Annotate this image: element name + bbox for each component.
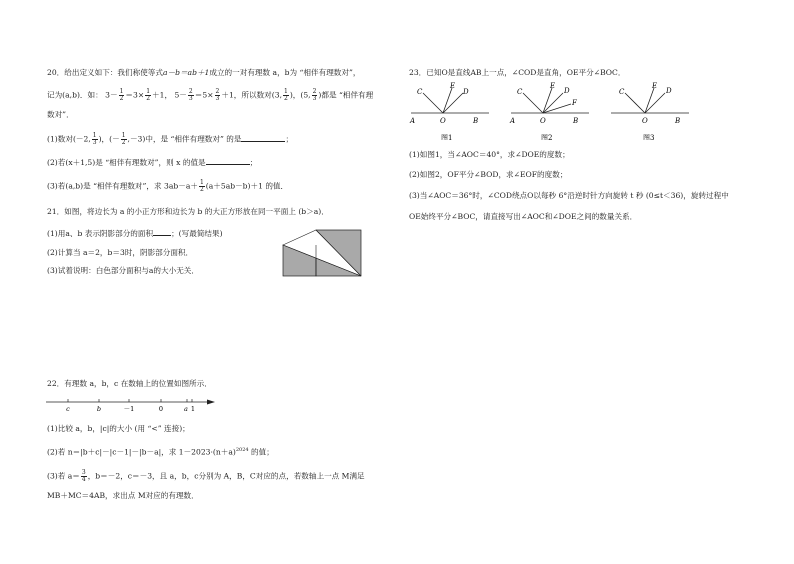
q23-part3: (3)当∠AOC＝36°时，∠COD绕点O以每秒 6°沿逆时针方向旋转 t 秒 (0≤t＜36)，旋转过程中 (409, 191, 729, 200)
answer-blank[interactable] (241, 135, 285, 142)
q21-stem: 21．如图，将边长为 a 的小正方形和边长为 b 的大正方形放在同一平面上 (b＞a)． (47, 207, 329, 216)
label-B: B (675, 117, 681, 125)
caption-fig1: 图1 (441, 134, 453, 140)
axis-label-1: 1 (190, 405, 196, 413)
q21-squares-figure (282, 229, 362, 277)
q23-part2: (2)如图2，OF平分∠BOD，求∠EOF的度数； (409, 170, 568, 179)
fraction: $\frac{2}{3}$ (188, 88, 193, 102)
q20-part1: (1)数对(－2, $\frac{1}{3}$ )，(－ $\frac{1}{2}$ ,－3)中，是 “相伴有理数对” 的是 ； (47, 132, 294, 146)
fraction: $\frac{3}{4}$ (81, 469, 86, 483)
label-A: A (510, 117, 516, 125)
axis-label-b: b (96, 405, 102, 413)
label-O: O (540, 117, 546, 125)
q22-number-line (44, 394, 218, 414)
fraction: $\frac{1}{2}$ (283, 88, 288, 102)
label-C: C (417, 88, 423, 96)
ray-OE (543, 88, 552, 113)
q23-figure-3 (605, 80, 695, 140)
q21-part1: (1)用a、b 表示阴影部分的面积 ；(写最简结果) (47, 229, 223, 238)
label-B: B (473, 117, 479, 125)
label-C: C (517, 88, 523, 96)
caption-fig3: 图3 (643, 134, 655, 140)
q21-part2: (2)计算当 a＝2，b＝3时，阴影部分面积． (47, 248, 194, 257)
q21-part3: (3)试着说明：白色部分面积与a的大小无关． (47, 266, 199, 275)
label-O: O (642, 117, 648, 125)
ray-OC (423, 93, 443, 113)
fraction: $\frac{1}{2}$ (199, 179, 204, 193)
label-E: E (450, 82, 456, 90)
q20-part2: (2)若(x＋1,5)是 “相伴有理数对”，则 x 的值是 ； (47, 158, 258, 167)
fraction: $\frac{1}{2}$ (119, 88, 124, 102)
axis-arrow (207, 400, 215, 405)
label-B: B (573, 117, 579, 125)
label-O: O (440, 117, 446, 125)
ray-OD (443, 93, 463, 113)
fraction: $\frac{1}{2}$ (146, 88, 151, 102)
label-D: D (463, 88, 469, 96)
q22-part3-line2: MB＋MC＝4AB，求出点 M对应的有理数． (47, 491, 199, 500)
label-C: C (619, 88, 625, 96)
q20-part3: (3)若(a,b)是 “相伴有理数对”，求 3ab－a＋ $\frac{1}{2}$ (a＋5ab－b)＋1 的值． (47, 179, 289, 193)
fraction: $\frac{1}{3}$ (92, 132, 97, 146)
ray-OE (645, 88, 654, 113)
label-D: D (564, 87, 570, 95)
caption-fig2: 图2 (541, 134, 553, 140)
q22-part3: (3)若 a＝ $\frac{3}{4}$ ，b＝－2，c＝－3，且 a，b，c分别为 A，B，C对应的点，若数轴上一点 M满足 (47, 469, 365, 483)
q23-part3-line2: OE始终平分∠BOC，请直接写出∠AOC和∠DOE之间的数量关系． (409, 212, 638, 221)
fraction: $\frac{2}{3}$ (312, 88, 317, 102)
fraction: $\frac{1}{2}$ (121, 132, 126, 146)
q20-line3: 数对”． (47, 110, 74, 119)
label-A: A (410, 117, 416, 125)
q23-stem: 23．已知O是直线AB上一点，∠COD是直角，OE平分∠BOC． (409, 68, 626, 77)
q20-stem: 20．给出定义如下：我们称使等式a－b＝ab＋1成立的一对有理数 a，b为 “相伴有理数对”， (47, 68, 361, 77)
q23-part1: (1)如图1，当∠AOC＝40°，求∠DOE的度数； (409, 150, 570, 159)
q22-part2: (2)若 n＝|b＋c|－|c－1|－|b－a|，求 $1-2023\cdot(n+a)^{2024}$ 的值； (47, 447, 274, 457)
q22-stem: 22．有理数 a，b，c 在数轴上的位置如图所示． (47, 379, 212, 388)
ray-OC (625, 93, 645, 113)
label-D: D (666, 87, 672, 95)
answer-blank[interactable] (153, 229, 171, 236)
axis-label-0: 0 (158, 405, 164, 413)
q23-figure-1 (405, 80, 495, 140)
q20-example-line: 记为(a,b)．如： 3－ $\frac{1}{2}$ ＝3× $\frac{1}{2}$ ＋1， 5－ $\frac{2}{3}$ ＝5× $\frac{2}{3}$ ＋1，所以数对(3, $\frac{1}{2}$ )，(5, $\frac{2}{3}$ )都是 “相伴有理 (47, 88, 374, 102)
axis-label-a: a (184, 405, 188, 413)
label-E: E (550, 82, 556, 90)
q22-part1: (1)比较 a，b，|c|的大小 (用 “<” 连接)； (47, 424, 190, 433)
ray-OE (443, 88, 452, 113)
label-F: F (572, 99, 577, 107)
ray-OD (645, 93, 665, 113)
label-E: E (652, 82, 658, 90)
q23-figure-2 (505, 80, 595, 140)
axis-label-neg1: －1 (123, 405, 135, 413)
ray-OC (523, 93, 543, 113)
fraction: $\frac{2}{3}$ (215, 88, 220, 102)
axis-label-c: c (66, 405, 70, 413)
answer-blank[interactable] (206, 158, 250, 165)
